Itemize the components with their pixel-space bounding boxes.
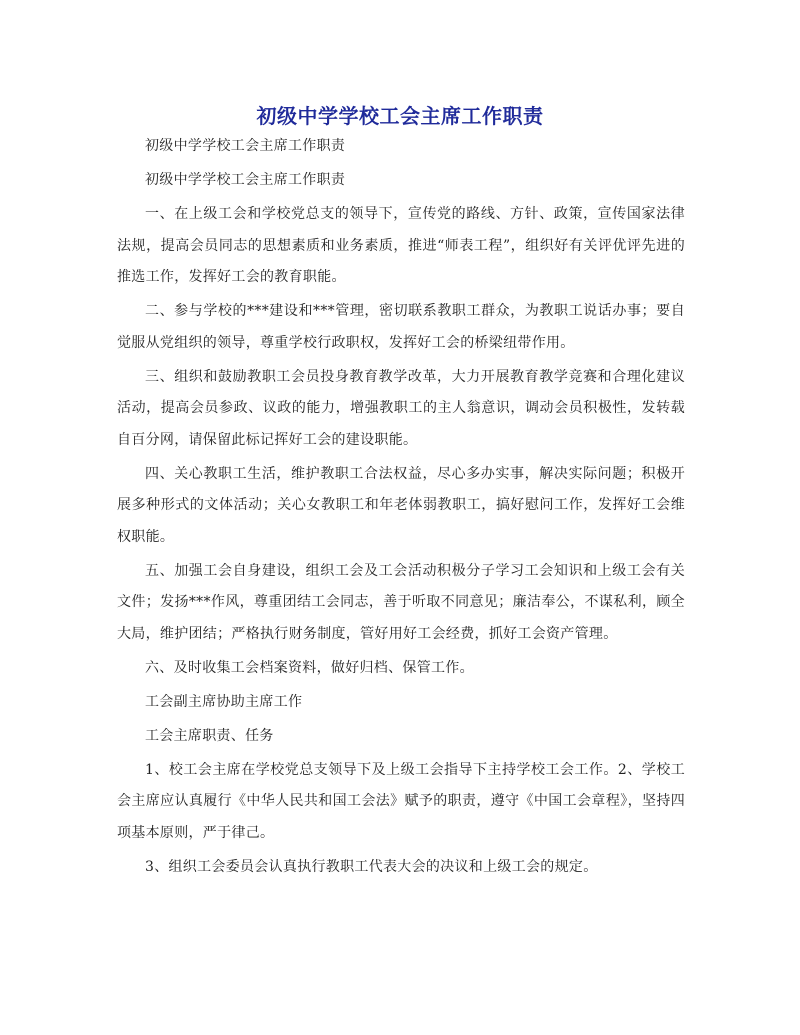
- paragraph-duty-1: 一、在上级工会和学校党总支的领导下，宣传党的路线、方针、政策，宣传国家法律法规，提高会员同志的思想素质和业务素质，推进“师表工程”，组织好有关评优评先进的推选工作，发挥好工会的教育职能。: [117, 206, 685, 285]
- paragraph-item-3: 3、组织工会委员会认真执行教职工代表大会的决议和上级工会的规定。: [145, 858, 598, 875]
- paragraph-duty-2: 二、参与学校的***建设和***管理，密切联系教职工群众，为教职工说话办事；要自觉服从党组织的领导，尊重学校行政职权，发挥好工会的桥梁纽带作用。: [117, 303, 685, 351]
- paragraph-section-heading: 工会主席职责、任务: [145, 727, 274, 744]
- paragraph-duty-3: 三、组织和鼓励教职工会员投身教育教学改革，大力开展教育教学竞赛和合理化建议活动，提高会员参政、议政的能力，增强教职工的主人翁意识，调动会员积极性，发转载自百分网，请保留此标记挥好工会的建设职能。: [117, 368, 685, 448]
- paragraph-item-1-2: 1、校工会主席在学校党总支领导下及上级工会指导下主持学校工会工作。2、学校工会主席应认真履行《中华人民共和国工会法》赋予的职责，遵守《中国工会章程》，坚持四项基本原则，严于律己。: [117, 761, 685, 841]
- paragraph-duty-6: 六、及时收集工会档案资料，做好归档、保管工作。: [145, 659, 474, 676]
- paragraph-vice-chair: 工会副主席协助主席工作: [145, 693, 303, 710]
- document-title: 初级中学学校工会主席工作职责: [256, 104, 544, 128]
- paragraph-duty-4: 四、关心教职工生活，维护教职工合法权益，尽心多办实事，解决实际问题；积极开展多种形式的文体活动；关心女教职工和年老体弱教职工，搞好慰问工作，发挥好工会维权职能。: [117, 465, 685, 545]
- paragraph-heading-2: 初级中学学校工会主席工作职责: [145, 172, 346, 188]
- document-body: [117, 131, 685, 886]
- paragraph-duty-5: 五、加强工会自身建设，组织工会及工会活动积极分子学习工会知识和上级工会有关文件；发扬***作风，尊重团结工会同志，善于听取不同意见；廉洁奉公，不谋私利，顾全大局，维护团结；严格执行财务制度，管好用好工会经费，抓好工会资产管理。: [117, 562, 685, 642]
- paragraph-heading-1: 初级中学学校工会主席工作职责: [145, 138, 346, 154]
